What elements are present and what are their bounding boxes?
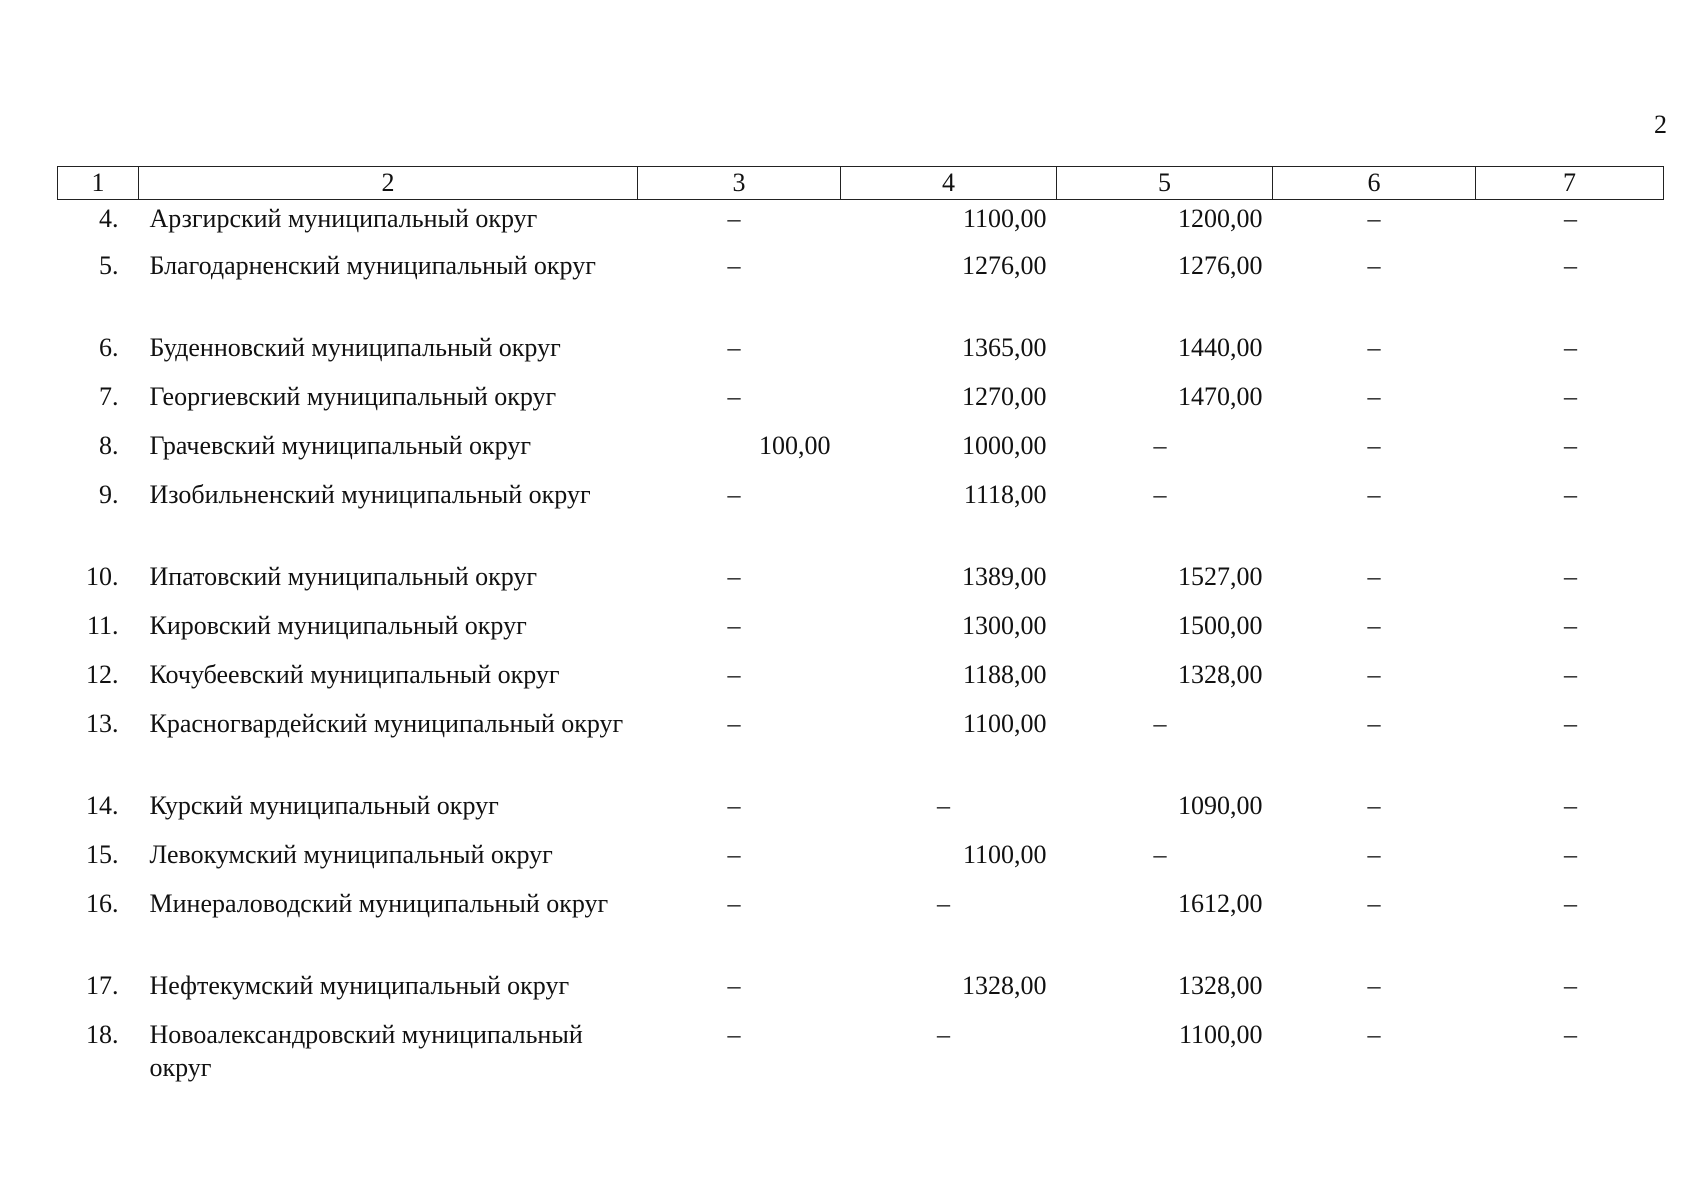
row-number-cell: 18. <box>86 1020 119 1049</box>
table-row <box>58 200 1664 250</box>
column-4-cell: 1118,00 <box>963 480 1047 509</box>
column-6-cell: – <box>1367 431 1381 460</box>
column-6-cell: – <box>1367 709 1381 738</box>
district-name-cell: Благодарненский муниципальный округ <box>149 251 596 280</box>
column-7-cell: – <box>1564 204 1577 233</box>
column-5-cell: 1440,00 <box>1178 333 1263 362</box>
row-number-cell: 6. <box>99 333 119 362</box>
row-number-cell: 10. <box>86 562 119 591</box>
district-name-cell: Изобильненский муниципальный округ <box>149 480 591 509</box>
column-5-cell: 1470,00 <box>1178 382 1263 411</box>
row-number-cell: 13. <box>86 709 119 738</box>
row-number-cell: 14. <box>86 791 119 820</box>
column-7-cell: – <box>1564 840 1577 869</box>
column-6-cell: – <box>1367 889 1381 918</box>
column-3-cell: – <box>727 333 741 362</box>
column-3-cell: – <box>727 709 741 738</box>
column-6-cell: – <box>1367 562 1381 591</box>
column-3-cell: – <box>727 611 741 640</box>
row-number-cell: 11. <box>86 611 119 640</box>
column-3-cell: – <box>727 889 741 918</box>
column-7-cell: – <box>1564 660 1577 689</box>
column-7-cell: – <box>1564 333 1577 362</box>
row-number-cell: 16. <box>86 889 119 918</box>
district-name-cell: Грачевский муниципальный округ <box>149 431 532 460</box>
column-7-cell: – <box>1564 382 1577 411</box>
column-7-cell: – <box>1564 611 1577 640</box>
column-4-cell: – <box>937 1020 950 1049</box>
table-row <box>58 887 1664 969</box>
column-7-cell: – <box>1564 889 1577 918</box>
data-table <box>57 166 1664 1100</box>
column-7-cell: – <box>1564 562 1577 591</box>
column-4-cell: 1300,00 <box>962 611 1047 640</box>
header-cell-5: 5 <box>1057 167 1273 200</box>
row-number-cell: 8. <box>99 431 119 460</box>
column-7-cell: – <box>1564 431 1577 460</box>
row-number-cell: 7. <box>99 382 119 411</box>
column-5-cell: 1500,00 <box>1178 611 1263 640</box>
column-6-cell: – <box>1367 791 1381 820</box>
header-cell-4: 4 <box>841 167 1057 200</box>
table-row <box>58 789 1664 838</box>
column-6-cell: – <box>1367 333 1381 362</box>
column-7-cell: – <box>1564 480 1577 509</box>
district-name-cell: Новоалександровский муниципальный округ <box>149 1020 583 1082</box>
table-row <box>58 969 1664 1018</box>
row-number-cell: 15. <box>86 840 119 869</box>
column-5-cell: 1100,00 <box>1178 1020 1263 1049</box>
district-name-cell: Кочубеевский муниципальный округ <box>149 660 560 689</box>
column-3-cell: 100,00 <box>759 431 831 460</box>
district-name-cell: Кировский муниципальный округ <box>149 611 527 640</box>
header-cell-7: 7 <box>1476 167 1664 200</box>
column-7-cell: – <box>1564 709 1577 738</box>
column-4-cell: – <box>937 889 950 918</box>
column-6-cell: – <box>1367 204 1381 233</box>
column-5-cell: – <box>1153 480 1167 509</box>
header-cell-2: 2 <box>139 167 638 200</box>
column-4-cell: 1100,00 <box>962 840 1047 869</box>
column-4-cell: 1270,00 <box>962 382 1047 411</box>
column-3-cell: – <box>727 562 741 591</box>
column-3-cell: – <box>727 791 741 820</box>
header-cell-3: 3 <box>638 167 841 200</box>
column-5-cell: 1328,00 <box>1178 971 1263 1000</box>
column-3-cell: – <box>727 660 741 689</box>
row-number-cell: 4. <box>99 204 119 233</box>
district-name-cell: Левокумский муниципальный округ <box>149 840 553 869</box>
column-7-cell: – <box>1564 251 1577 280</box>
column-4-cell: 1000,00 <box>962 431 1047 460</box>
table-row <box>58 429 1664 478</box>
column-3-cell: – <box>727 204 741 233</box>
column-3-cell: – <box>727 251 741 280</box>
column-5-cell: 1527,00 <box>1178 562 1263 591</box>
district-name-cell: Георгиевский муниципальный округ <box>149 382 557 411</box>
column-4-cell: – <box>937 791 950 820</box>
table-row <box>58 380 1664 429</box>
page-number: 2 <box>1654 110 1667 139</box>
column-4-cell: 1389,00 <box>962 562 1047 591</box>
column-number-header <box>58 167 1664 200</box>
column-5-cell: 1612,00 <box>1178 889 1263 918</box>
column-4-cell: 1100,00 <box>962 204 1047 233</box>
column-4-cell: 1365,00 <box>962 333 1047 362</box>
table-body <box>58 200 1664 1101</box>
column-5-cell: – <box>1153 431 1167 460</box>
district-name-cell: Ипатовский муниципальный округ <box>149 562 538 591</box>
district-name-cell: Нефтекумский муниципальный округ <box>149 971 570 1000</box>
column-3-cell: – <box>727 971 741 1000</box>
column-7-cell: – <box>1564 971 1577 1000</box>
column-7-cell: – <box>1564 791 1577 820</box>
column-4-cell: 1100,00 <box>962 709 1047 738</box>
table-row <box>58 609 1664 658</box>
column-4-cell: 1188,00 <box>962 660 1047 689</box>
column-3-cell: – <box>727 480 741 509</box>
column-4-cell: 1328,00 <box>962 971 1047 1000</box>
table-row <box>58 707 1664 789</box>
column-3-cell: – <box>727 382 741 411</box>
column-6-cell: – <box>1367 971 1381 1000</box>
row-number-cell: 9. <box>99 480 119 509</box>
column-6-cell: – <box>1367 611 1381 640</box>
district-name-cell: Арзгирский муниципальный округ <box>149 204 538 233</box>
column-6-cell: – <box>1367 480 1381 509</box>
column-6-cell: – <box>1367 382 1381 411</box>
column-5-cell: 1276,00 <box>1178 251 1263 280</box>
header-cell-1: 1 <box>58 167 139 200</box>
district-name-cell: Минераловодский муниципальный округ <box>149 889 609 918</box>
table-row <box>58 1018 1664 1100</box>
table-row <box>58 838 1664 887</box>
row-number-cell: 5. <box>99 251 119 280</box>
column-3-cell: – <box>727 1020 741 1049</box>
header-cell-6: 6 <box>1273 167 1476 200</box>
column-4-cell: 1276,00 <box>962 251 1047 280</box>
column-6-cell: – <box>1367 660 1381 689</box>
district-name-cell: Буденновский муниципальный округ <box>149 333 561 362</box>
column-5-cell: 1328,00 <box>1178 660 1263 689</box>
column-6-cell: – <box>1367 1020 1381 1049</box>
column-5-cell: – <box>1153 709 1167 738</box>
column-5-cell: 1090,00 <box>1178 791 1263 820</box>
table-row <box>58 331 1664 380</box>
table-row <box>58 560 1664 609</box>
column-3-cell: – <box>727 840 741 869</box>
row-number-cell: 17. <box>86 971 119 1000</box>
district-name-cell: Курский муниципальный округ <box>149 791 499 820</box>
column-7-cell: – <box>1564 1020 1577 1049</box>
column-6-cell: – <box>1367 840 1381 869</box>
row-number-cell: 12. <box>86 660 119 689</box>
column-6-cell: – <box>1367 251 1381 280</box>
table-row <box>58 658 1664 707</box>
district-name-cell: Красногвардейский муниципальный округ <box>149 709 624 738</box>
table-row <box>58 478 1664 560</box>
column-5-cell: – <box>1153 840 1167 869</box>
column-5-cell: 1200,00 <box>1178 204 1263 233</box>
table-row <box>58 249 1664 331</box>
